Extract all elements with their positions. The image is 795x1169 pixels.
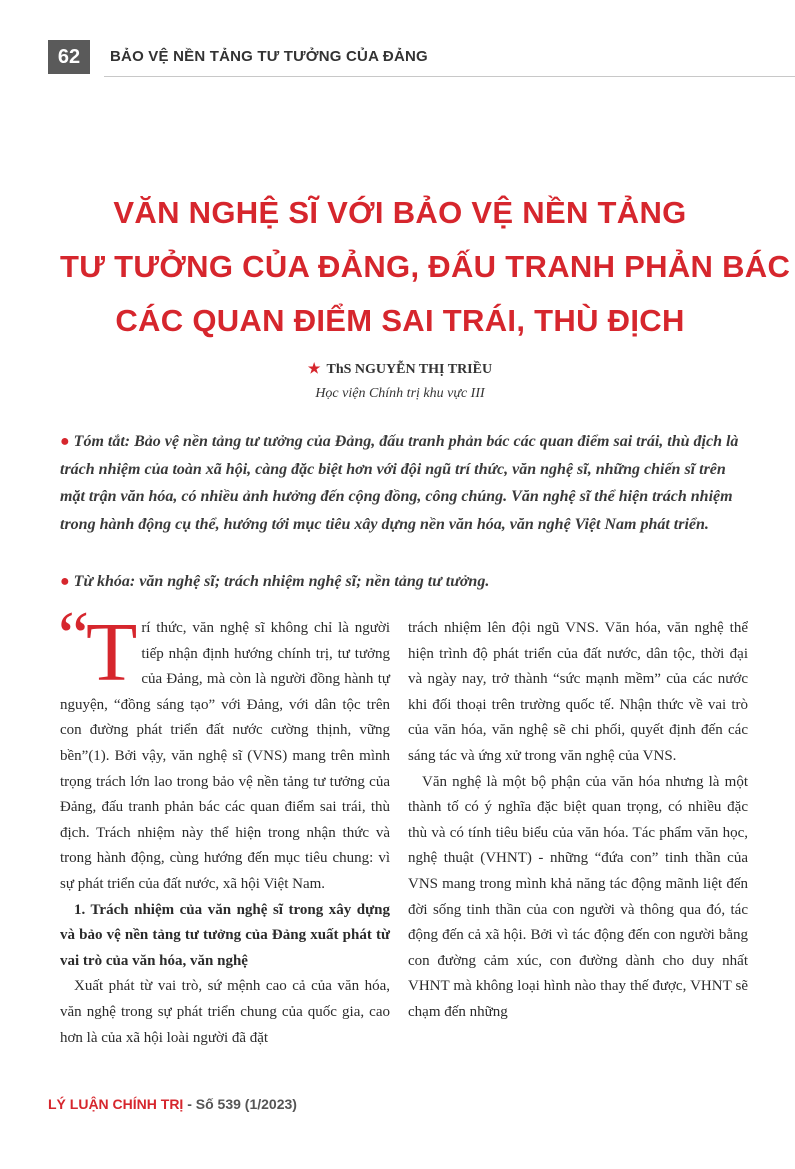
dropcap: T bbox=[86, 606, 138, 699]
issue-number: - Số 539 (1/2023) bbox=[183, 1096, 297, 1112]
article-title bbox=[60, 186, 791, 348]
section-title: BẢO VỆ NỀN TẢNG TƯ TƯỞNG CỦA ĐẢNG bbox=[110, 48, 428, 65]
keywords bbox=[60, 568, 750, 595]
keywords-label: Từ khóa: bbox=[73, 573, 136, 590]
title-line-3: CÁC QUAN ĐIỂM SAI TRÁI, THÙ ĐỊCH bbox=[115, 303, 685, 338]
left-paragraph-2: Xuất phát từ vai trò, sứ mệnh cao cả của văn hóa, văn nghệ trong sự phát triển chung của quốc gia, cao hơn là của xã hội loài người đã đặt bbox=[60, 978, 390, 1046]
left-column bbox=[60, 606, 390, 1051]
left-paragraph-1: rí thức, văn nghệ sĩ không chỉ là người tiếp nhận định hướng chính trị, tư tưởng của Đảng, mà còn là người đồng hành tự nguyện, “đồng sáng tạo” với Đảng, với dân tộc trên con đường phát triển đất nước cường thịnh, vững bền”(1). Bởi vậy, văn nghệ sĩ (VNS) mang trên mình trọng trách lớn lao trong bảo vệ nền tảng tư tưởng của Đảng, đấu tranh phản bác các quan điểm sai trái, thù địch. Trách nhiệm này thể hiện trong nhận thức và trong hành động, cùng hướng đến mục tiêu chung: vì sự phát triển của đất nước, xã hội Việt Nam. bbox=[60, 620, 390, 892]
title-line-1: VĂN NGHỆ SĨ VỚI BẢO VỆ NỀN TẢNG bbox=[113, 195, 687, 230]
right-paragraph-1: trách nhiệm lên đội ngũ VNS. Văn hóa, văn nghệ thể hiện trình độ phát triển của đất nước, dân tộc, thời đại và ngày nay, trở thành “sức mạnh mềm” của các nước khi đối thoại trên trường quốc tế. Nhận thức về vai trò của văn hóa, văn nghệ sẽ chi phối, quyết định đến các sáng tác và ứng xử trong văn nghệ của VNS. bbox=[408, 620, 748, 764]
bullet-icon: ● bbox=[60, 433, 70, 450]
header-divider bbox=[104, 76, 795, 77]
abstract-text: Bảo vệ nền tảng tư tưởng của Đảng, đấu tranh phản bác các quan điểm sai trái, thù địch là trách nhiệm của toàn xã hội, càng đặc biệt hơn với đội ngũ trí thức, văn nghệ sĩ, những chiến sĩ trên mặt trận văn hóa, có nhiều ảnh hưởng đến cộng đồng, công chúng. Văn nghệ sĩ thể hiện trách nhiệm trong hành động cụ thể, hướng tới mục tiêu xây dựng nền văn hóa, văn nghệ Việt Nam phát triển. bbox=[60, 433, 739, 533]
right-column bbox=[408, 616, 748, 1026]
page-header bbox=[48, 40, 758, 74]
page-number: 62 bbox=[48, 40, 90, 74]
author-name: ThS NGUYỄN THỊ TRIỀU bbox=[326, 362, 493, 377]
quote-mark-icon: “ bbox=[58, 598, 90, 675]
keywords-text: văn nghệ sĩ; trách nhiệm nghệ sĩ; nền tảng tư tưởng. bbox=[139, 573, 490, 590]
page-footer bbox=[48, 1094, 297, 1114]
journal-name: LÝ LUẬN CHÍNH TRỊ bbox=[48, 1096, 184, 1112]
title-line-2: TƯ TƯỞNG CỦA ĐẢNG, ĐẤU TRANH PHẢN BÁC bbox=[60, 249, 791, 284]
author-affiliation: Học viện Chính trị khu vực III bbox=[315, 386, 485, 401]
section-heading: 1. Trách nhiệm của văn nghệ sĩ trong xây dựng và bảo vệ nền tảng tư tưởng của Đảng xuất phát từ vai trò của văn hóa, văn nghệ bbox=[60, 901, 390, 969]
author-line bbox=[250, 360, 550, 380]
right-paragraph-2: Văn nghệ là một bộ phận của văn hóa nhưng là một thành tố có ý nghĩa đặc biệt quan trọng, có nhiều đặc thù và có tính tiêu biểu của văn hóa. Tác phẩm văn học, nghệ thuật (VHNT) - những “đứa con” tinh thần của VNS mang trong mình khả năng tác động mãnh liệt đến đời sống tinh thần của con người và thông qua đó, tác động đến cả xã hội. Bởi vì tác động đến con người bằng con đường cảm xúc, con đường dành cho duy nhất VHNT mà không loại hình nào thay thế được, VHNT sẽ chạm đến những bbox=[408, 773, 748, 1020]
abstract bbox=[60, 428, 750, 538]
star-icon: ★ bbox=[307, 362, 321, 377]
abstract-label: Tóm tắt: bbox=[73, 433, 131, 450]
bullet-icon: ● bbox=[60, 573, 70, 590]
